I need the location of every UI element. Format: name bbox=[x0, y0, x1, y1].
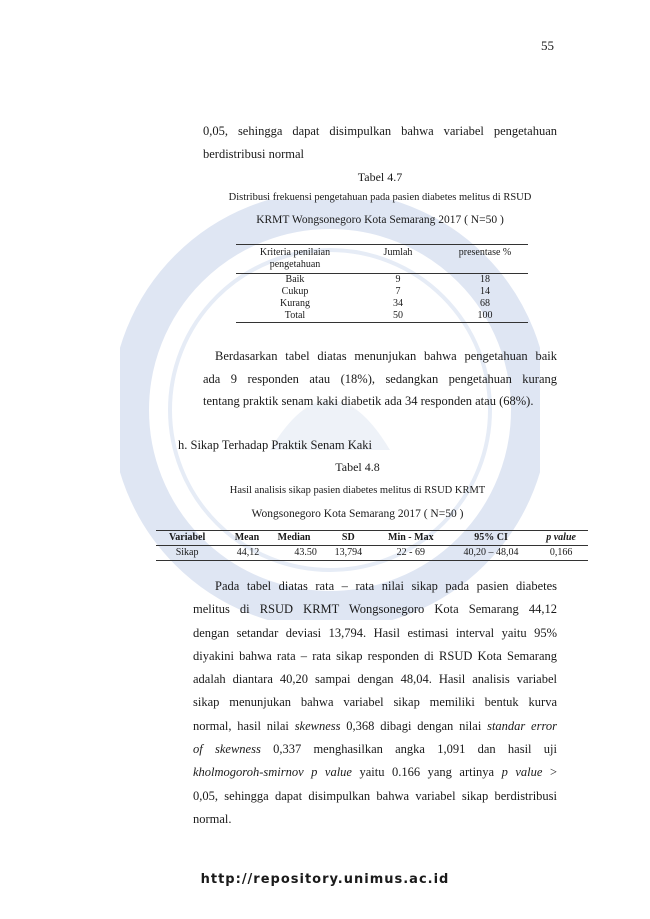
text-span: yaitu 0.166 yang artinya bbox=[351, 765, 502, 780]
table-4-7-title: Tabel 4.7 bbox=[357, 170, 403, 184]
table-row bbox=[236, 274, 528, 287]
table-cell: 100 bbox=[477, 310, 493, 321]
text-span: > bbox=[542, 765, 557, 780]
table-cell: 22 - 69 bbox=[396, 547, 425, 558]
paragraph-2-line-11: normal. bbox=[193, 811, 232, 826]
table-4-7-caption-line-2: KRMT Wongsonegoro Kota Semarang 2017 ( N=50 ) bbox=[256, 214, 504, 226]
page-number: 55 bbox=[541, 38, 554, 53]
col-header-variabel: Variabel bbox=[168, 532, 206, 543]
table-cell: 18 bbox=[480, 274, 490, 285]
table-4-8 bbox=[156, 530, 588, 561]
paragraph-2-line-5: adalah diantara 40,20 sampai dengan 48,04. Hasil analisis variabel bbox=[193, 672, 557, 687]
table-cell: Cukup bbox=[281, 286, 309, 297]
col-header-kriteria: Kriteria penilaian pengetahuan bbox=[259, 247, 331, 270]
term-of-skewness: of skewness bbox=[193, 742, 261, 757]
text-span: 0,368 dibagi dengan nilai bbox=[340, 718, 488, 733]
col-header-p-value: p value bbox=[546, 532, 576, 543]
table-row bbox=[236, 298, 528, 310]
col-header-95ci: 95% CI bbox=[474, 532, 508, 543]
table-cell: 13,794 bbox=[334, 547, 363, 558]
paragraph-2-line-10: 0,05, sehingga dapat disimpulkan bahwa variabel sikap berdistribusi bbox=[193, 788, 557, 803]
col-header-median: Median bbox=[277, 532, 311, 543]
intro-paragraph bbox=[203, 120, 557, 165]
table-cell: 9 bbox=[395, 274, 401, 285]
section-h-heading: h. Sikap Terhadap Praktik Senam Kaki bbox=[178, 438, 372, 452]
paragraph-2-line-2: melitus di RSUD KRMT Wongsonegoro Kota Semarang 44,12 bbox=[193, 602, 557, 617]
table-cell: Kurang bbox=[280, 298, 310, 309]
table-cell: 68 bbox=[480, 298, 490, 309]
table-cell: 40,20 – 48,04 bbox=[463, 547, 519, 558]
table-cell: Total bbox=[284, 310, 306, 321]
paragraph-1-line-3: tentang praktik senam kaki diabetik ada 34 responden atau (68%). bbox=[203, 394, 534, 408]
table-cell: 43.50 bbox=[294, 547, 317, 558]
col-header-mean: Mean bbox=[234, 532, 260, 543]
paragraph-2 bbox=[193, 575, 557, 831]
table-4-8-header bbox=[156, 531, 588, 546]
col-header-min-max: Min - Max bbox=[388, 532, 434, 543]
paragraph-1 bbox=[203, 345, 557, 413]
intro-line-2: berdistribusi normal bbox=[203, 146, 305, 161]
table-cell: 14 bbox=[480, 286, 490, 297]
paragraph-2-line-7 bbox=[193, 715, 557, 738]
footer-url[interactable]: http://repository.unimus.ac.id bbox=[200, 872, 450, 887]
text-span: 0,337 menghasilkan angka 1,091 dan hasil uji bbox=[260, 742, 557, 757]
table-cell: Sikap bbox=[175, 547, 199, 558]
table-cell: Baik bbox=[285, 274, 305, 285]
table-4-7-caption-line-1: Distribusi frekuensi pengetahuan pada pasien diabetes melitus di RSUD bbox=[228, 192, 532, 203]
table-4-7 bbox=[236, 244, 528, 323]
table-row bbox=[156, 546, 588, 561]
col-header-jumlah: Jumlah bbox=[383, 247, 413, 258]
paragraph-2-line-6: sikap menunjukan bahwa variabel sikap memiliki bentuk kurva bbox=[193, 695, 557, 710]
term-kholmogoroh-smirnov: kholmogoroh-smirnov p value bbox=[193, 765, 352, 780]
text-span: normal, hasil nilai bbox=[193, 718, 295, 733]
col-header-sd: SD bbox=[341, 532, 355, 543]
table-4-8-caption-line-1: Hasil analisis sikap pasien diabetes melitus di RSUD KRMT bbox=[229, 485, 486, 496]
paragraph-2-line-1: Pada tabel diatas rata – rata nilai sikap pada pasien diabetes bbox=[215, 579, 557, 593]
term-skewness: skewness bbox=[294, 718, 341, 733]
table-cell: 44,12 bbox=[236, 547, 260, 558]
col-header-presentase: presentase % bbox=[458, 247, 512, 258]
term-p-value: p value bbox=[501, 765, 543, 780]
table-row bbox=[236, 286, 528, 298]
term-standar-error: standar error bbox=[487, 718, 557, 733]
table-cell: 7 bbox=[395, 286, 401, 297]
table-4-7-header bbox=[236, 245, 528, 274]
paragraph-2-line-4: diyakini bahwa rata – rata sikap responden di RSUD Kota Semarang bbox=[193, 648, 557, 663]
paragraph-2-line-9 bbox=[193, 761, 557, 784]
paragraph-2-line-3: dengan setandar deviasi 13,794. Hasil estimasi interval yaitu 95% bbox=[193, 625, 557, 640]
table-cell: 50 bbox=[393, 310, 403, 321]
paragraph-1-line-1: Berdasarkan tabel diatas menunjukan bahwa pengetahuan baik bbox=[215, 349, 557, 363]
intro-line-1: 0,05, sehingga dapat disimpulkan bahwa variabel pengetahuan bbox=[203, 124, 557, 138]
table-cell: 34 bbox=[393, 298, 403, 309]
paragraph-2-line-8 bbox=[193, 738, 557, 761]
table-row bbox=[236, 310, 528, 323]
table-4-8-caption-line-2: Wongsonegoro Kota Semarang 2017 ( N=50 ) bbox=[251, 508, 464, 520]
table-cell: 0,166 bbox=[549, 547, 573, 558]
table-4-8-title: Tabel 4.8 bbox=[335, 460, 380, 474]
paragraph-1-line-2: ada 9 responden atau (18%), sedangkan pengetahuan kurang bbox=[203, 371, 557, 386]
